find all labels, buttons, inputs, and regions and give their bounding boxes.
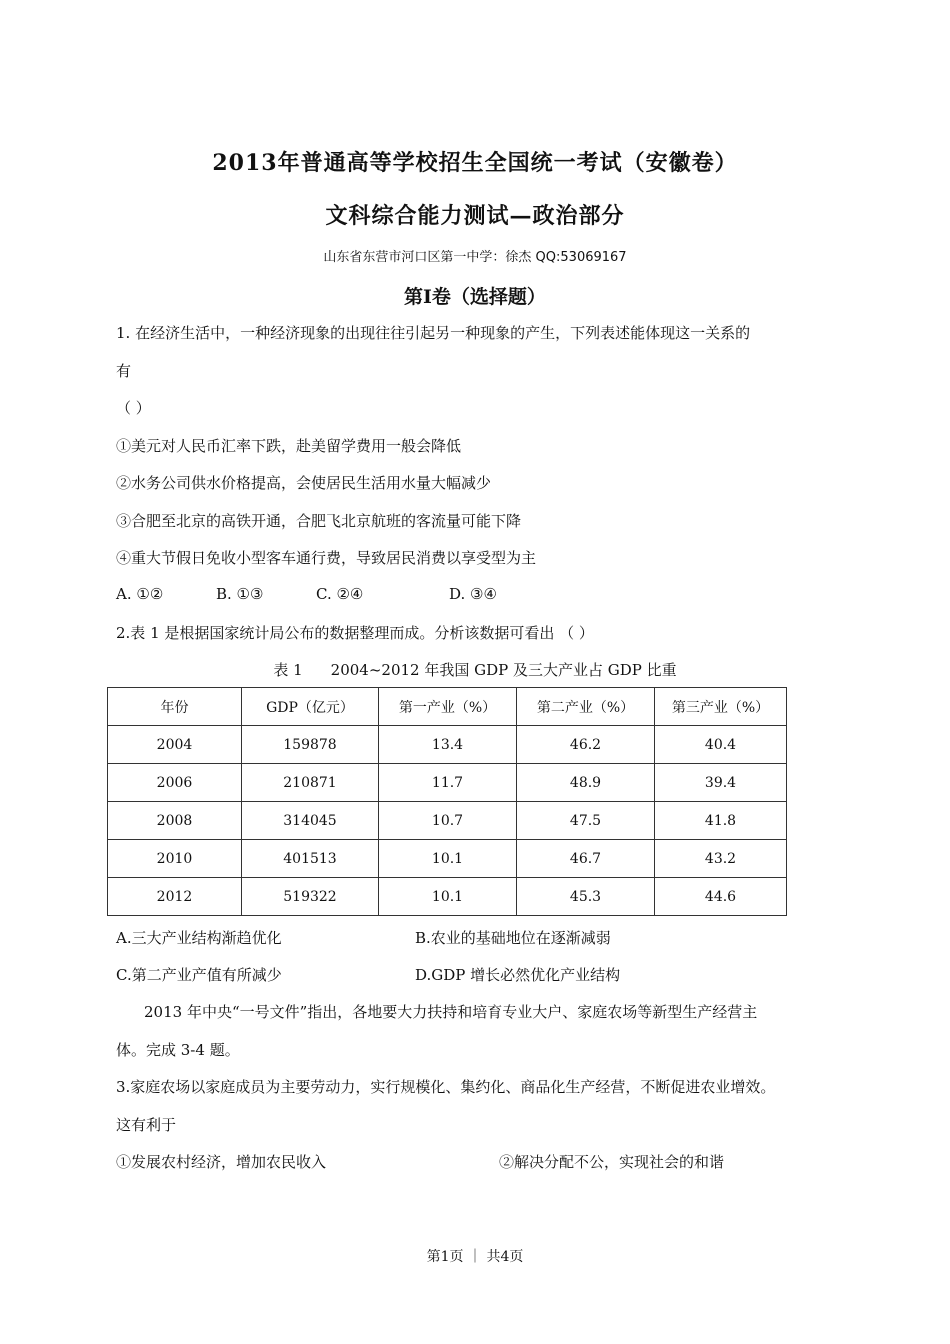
q2-option-b: B.农业的基础地位在逐渐减弱 <box>415 929 611 947</box>
column-header-primary: 第一产业（%） <box>379 688 517 726</box>
q1-item-2: ②水务公司供水价格提高，会使居民生活用水量大幅减少 <box>116 474 492 492</box>
q1-stem-line2: 有 <box>116 362 132 380</box>
cell-primary: 10.7 <box>379 802 517 840</box>
table-row <box>108 726 787 764</box>
table-caption-text: 2004~2012 年我国 GDP 及三大产业占 GDP 比重 <box>330 661 677 679</box>
q3-item-1: ①发展农村经济，增加农民收入 <box>116 1153 327 1171</box>
cell-primary: 10.1 <box>379 840 517 878</box>
q3-stem-line1: 3.家庭农场以家庭成员为主要劳动力，实行规模化、集约化、商品化生产经营，不断促进农业增效。 <box>116 1078 776 1096</box>
cell-gdp: 159878 <box>242 726 379 764</box>
cell-secondary: 45.3 <box>517 878 655 916</box>
column-header-secondary: 第二产业（%） <box>517 688 655 726</box>
cell-secondary: 46.7 <box>517 840 655 878</box>
table-row <box>108 802 787 840</box>
q1-stem-line1: 1. 在经济生活中，一种经济现象的出现往往引起另一种现象的产生，下列表述能体现这一关系的 <box>116 324 751 342</box>
column-header-year: 年份 <box>108 688 242 726</box>
cell-secondary: 46.2 <box>517 726 655 764</box>
cell-gdp: 314045 <box>242 802 379 840</box>
section-heading: 第Ⅰ卷（选择题） <box>404 286 546 308</box>
exam-title: 2013年普通高等学校招生全国统一考试（安徽卷） <box>212 150 738 176</box>
cell-tertiary: 40.4 <box>655 726 787 764</box>
q1-item-3: ③合肥至北京的高铁开通，合肥飞北京航班的客流量可能下降 <box>116 512 522 530</box>
author-line: 山东省东营市河口区第一中学：徐杰 QQ:53069167 <box>323 250 627 265</box>
q2-option-a: A.三大产业结构渐趋优化 <box>116 929 282 947</box>
column-header-gdp: GDP（亿元） <box>242 688 379 726</box>
table-caption-label: 表 1 <box>273 661 303 679</box>
cell-tertiary: 44.6 <box>655 878 787 916</box>
q1-option-a: A. ①② <box>116 585 164 603</box>
cell-tertiary: 41.8 <box>655 802 787 840</box>
cell-secondary: 47.5 <box>517 802 655 840</box>
q1-answer-blank: （ ） <box>116 399 151 417</box>
gdp-table <box>107 687 787 916</box>
q2-option-d: D.GDP 增长必然优化产业结构 <box>415 966 621 984</box>
q2-option-c: C.第二产业产值有所减少 <box>116 966 282 984</box>
q1-option-b: B. ①③ <box>216 585 264 603</box>
cell-primary: 10.1 <box>379 878 517 916</box>
q1-option-c: C. ②④ <box>316 585 364 603</box>
cell-gdp: 210871 <box>242 764 379 802</box>
exam-subtitle: 文科综合能力测试—政治部分 <box>325 203 625 229</box>
cell-gdp: 401513 <box>242 840 379 878</box>
material-line2: 体。完成 3-4 题。 <box>116 1041 240 1059</box>
q3-item-2: ②解决分配不公，实现社会的和谐 <box>499 1153 725 1171</box>
cell-year: 2008 <box>108 802 242 840</box>
table-header-row <box>108 688 787 726</box>
q3-stem-line2: 这有利于 <box>116 1116 177 1134</box>
cell-primary: 13.4 <box>379 726 517 764</box>
q1-option-d: D. ③④ <box>449 585 497 603</box>
table-caption <box>0 659 950 680</box>
q1-item-1: ①美元对人民币汇率下跌，赴美留学费用一般会降低 <box>116 437 462 455</box>
cell-year: 2010 <box>108 840 242 878</box>
cell-secondary: 48.9 <box>517 764 655 802</box>
material-line1: 2013 年中央“一号文件”指出，各地要大力扶持和培育专业大户、家庭农场等新型生产经营主 <box>144 1003 758 1021</box>
table-row <box>108 840 787 878</box>
cell-year: 2006 <box>108 764 242 802</box>
cell-gdp: 519322 <box>242 878 379 916</box>
page-footer: 第1页 ｜ 共4页 <box>426 1249 524 1265</box>
cell-primary: 11.7 <box>379 764 517 802</box>
column-header-tertiary: 第三产业（%） <box>655 688 787 726</box>
cell-tertiary: 39.4 <box>655 764 787 802</box>
cell-year: 2012 <box>108 878 242 916</box>
q1-item-4: ④重大节假日免收小型客车通行费，导致居民消费以享受型为主 <box>116 549 537 567</box>
cell-year: 2004 <box>108 726 242 764</box>
cell-tertiary: 43.2 <box>655 840 787 878</box>
table-row <box>108 878 787 916</box>
q2-stem: 2.表 1 是根据国家统计局公布的数据整理而成。分析该数据可看出 （ ） <box>116 624 594 642</box>
table-row <box>108 764 787 802</box>
